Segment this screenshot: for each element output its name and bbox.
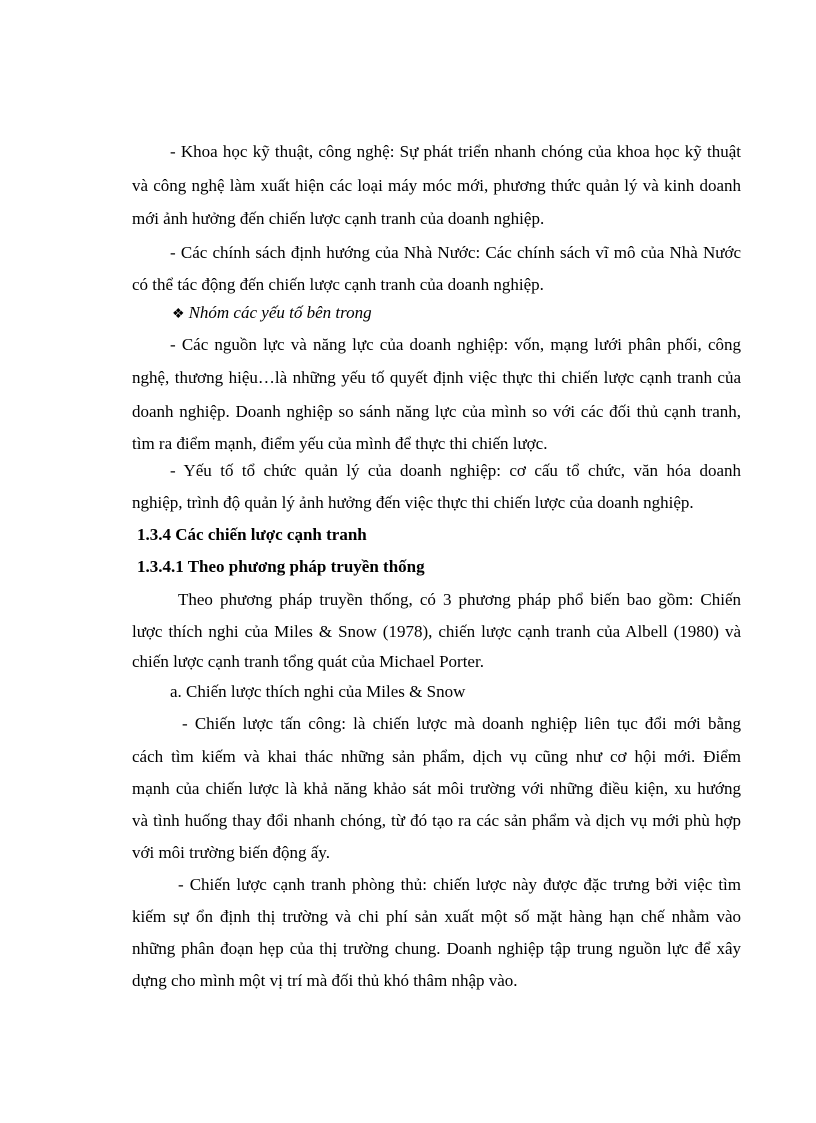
paragraph-line: Theo phương pháp truyền thống, có 3 phương pháp phổ biến bao gồm: Chiến xyxy=(178,590,741,609)
diamond-bullet-icon: ❖ xyxy=(172,307,185,322)
subsection-heading: 1.3.4.1 Theo phương pháp truyền thống xyxy=(137,557,425,576)
paragraph-line: - Khoa học kỹ thuật, công nghệ: Sự phát triển nhanh chóng của khoa học kỹ thuật xyxy=(170,142,741,161)
section-heading-text: Nhóm các yếu tố bên trong xyxy=(188,303,372,322)
paragraph-line: có thể tác động đến chiến lược cạnh tranh của doanh nghiệp. xyxy=(132,275,544,294)
paragraph-line: và công nghệ làm xuất hiện các loại máy móc mới, phương thức quản lý và kinh doanh xyxy=(132,176,741,195)
paragraph-line: dựng cho mình một vị trí mà đối thủ khó thâm nhập vào. xyxy=(132,971,518,990)
paragraph-line: kiếm sự ổn định thị trường và chi phí sản xuất một số mặt hàng hạn chế nhằm vào xyxy=(132,907,741,926)
paragraph-line: lược thích nghi của Miles & Snow (1978), chiến lược cạnh tranh của Albell (1980) và xyxy=(132,622,741,641)
paragraph-line: - Các nguồn lực và năng lực của doanh nghiệp: vốn, mạng lưới phân phối, công xyxy=(170,335,741,354)
subsection-heading: 1.3.4 Các chiến lược cạnh tranh xyxy=(137,525,367,544)
paragraph-line: - Chiến lược tấn công: là chiến lược mà doanh nghiệp liên tục đổi mới bằng xyxy=(182,714,741,733)
paragraph-line: cách tìm kiếm và khai thác những sản phẩm, dịch vụ cũng như cơ hội mới. Điểm xyxy=(132,747,741,766)
paragraph-line: doanh nghiệp. Doanh nghiệp so sánh năng lực của mình so với các đối thủ cạnh tranh, xyxy=(132,402,741,421)
paragraph-line: nghiệp, trình độ quản lý ảnh hưởng đến việc thực thi chiến lược của doanh nghiệp. xyxy=(132,493,694,512)
section-heading-italic xyxy=(172,301,741,325)
paragraph-line: nghệ, thương hiệu…là những yếu tố quyết định việc thực thi chiến lược cạnh tranh của xyxy=(132,368,741,387)
paragraph-line: chiến lược cạnh tranh tổng quát của Michael Porter. xyxy=(132,652,484,671)
paragraph-line: a. Chiến lược thích nghi của Miles & Snow xyxy=(170,682,466,701)
paragraph-line: - Các chính sách định hướng của Nhà Nước: Các chính sách vĩ mô của Nhà Nước xyxy=(170,243,741,262)
paragraph-line: với môi trường biến động ấy. xyxy=(132,843,330,862)
paragraph-line: mạnh của chiến lược là khả năng khảo sát môi trường với những điều kiện, xu hướng xyxy=(132,779,741,798)
paragraph-line: mới ảnh hưởng đến chiến lược cạnh tranh của doanh nghiệp. xyxy=(132,209,545,228)
paragraph-line: và tình huống thay đổi nhanh chóng, từ đó tạo ra các sản phẩm và dịch vụ mới phù hợp xyxy=(132,811,741,830)
paragraph-line: - Yếu tố tổ chức quản lý của doanh nghiệp: cơ cấu tổ chức, văn hóa doanh xyxy=(170,461,741,480)
paragraph-line: - Chiến lược cạnh tranh phòng thủ: chiến lược này được đặc trưng bởi việc tìm xyxy=(178,875,741,894)
paragraph-line: những phân đoạn hẹp của thị trường chung. Doanh nghiệp tập trung nguồn lực để xây xyxy=(132,939,741,958)
paragraph-line: tìm ra điểm mạnh, điểm yếu của mình để thực thi chiến lược. xyxy=(132,434,548,453)
